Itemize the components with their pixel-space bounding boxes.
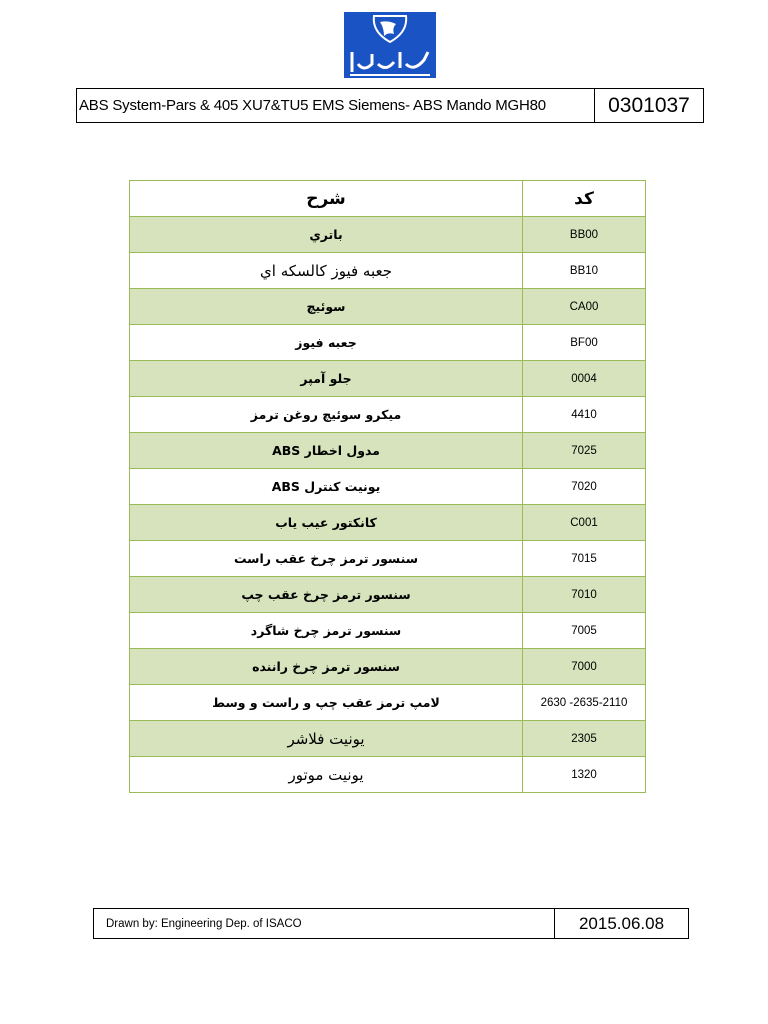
row-code: 1320 xyxy=(523,757,646,793)
table-row xyxy=(130,613,646,649)
row-description: سنسور ترمز چرخ راننده xyxy=(130,649,523,685)
drawn-by-text: Drawn by: Engineering Dep. of ISACO xyxy=(94,909,555,938)
table-row xyxy=(130,361,646,397)
row-code: 7020 xyxy=(523,469,646,505)
row-description: جعبه فيوز xyxy=(130,325,523,361)
document-code: 0301037 xyxy=(608,93,690,117)
row-code: 4410 xyxy=(523,397,646,433)
row-code: C001 xyxy=(523,505,646,541)
table-row xyxy=(130,685,646,721)
row-code: CA00 xyxy=(523,289,646,325)
row-code: 7015 xyxy=(523,541,646,577)
parts-table xyxy=(129,180,646,793)
table-row xyxy=(130,397,646,433)
row-description: سوئيچ xyxy=(130,289,523,325)
table-row xyxy=(130,649,646,685)
document-title-box xyxy=(76,88,704,123)
document-date: 2015.06.08 xyxy=(578,913,665,933)
table-row xyxy=(130,505,646,541)
header-code: کد xyxy=(523,181,646,217)
isaco-logo xyxy=(344,12,436,78)
row-code: 7000 xyxy=(523,649,646,685)
table-row xyxy=(130,757,646,793)
row-code: BB10 xyxy=(523,253,646,289)
row-description: مدول اخطار ABS xyxy=(130,433,523,469)
footer-box xyxy=(93,908,689,939)
table-header-row xyxy=(130,181,646,217)
row-description: ميكرو سوئيچ روغن ترمز xyxy=(130,397,523,433)
document-title: ABS System-Pars & 405 XU7&TU5 EMS Siemens- ABS Mando MGH80 xyxy=(77,89,595,122)
row-code: BF00 xyxy=(523,325,646,361)
row-description: باتري xyxy=(130,217,523,253)
table-row xyxy=(130,469,646,505)
row-description: سنسور ترمز چرخ شاگرد xyxy=(130,613,523,649)
row-code: 7005 xyxy=(523,613,646,649)
row-description: سنسور ترمز چرخ عقب راست xyxy=(130,541,523,577)
row-description: لامپ ترمز عقب چپ و راست و وسط xyxy=(130,685,523,721)
row-description: يونيت كنترل ABS xyxy=(130,469,523,505)
row-description: سنسور ترمز چرخ عقب چپ xyxy=(130,577,523,613)
table-row xyxy=(130,433,646,469)
table-row xyxy=(130,721,646,757)
table-row xyxy=(130,325,646,361)
row-code: 7010 xyxy=(523,577,646,613)
table-row xyxy=(130,289,646,325)
row-code: 2630 -2635-2110 xyxy=(523,685,646,721)
header-description: شرح xyxy=(130,181,523,217)
row-code: 0004 xyxy=(523,361,646,397)
row-description: یونیت فلاشر xyxy=(130,721,523,757)
table-row xyxy=(130,253,646,289)
table-row xyxy=(130,217,646,253)
table-row xyxy=(130,577,646,613)
table-row xyxy=(130,541,646,577)
row-description: جعبه فيوز كالسكه اي xyxy=(130,253,523,289)
row-description: كانكتور عيب ياب xyxy=(130,505,523,541)
row-code: BB00 xyxy=(523,217,646,253)
row-description: جلو آمپر xyxy=(130,361,523,397)
row-code: 2305 xyxy=(523,721,646,757)
row-description: یونیت موتور xyxy=(130,757,523,793)
row-code: 7025 xyxy=(523,433,646,469)
